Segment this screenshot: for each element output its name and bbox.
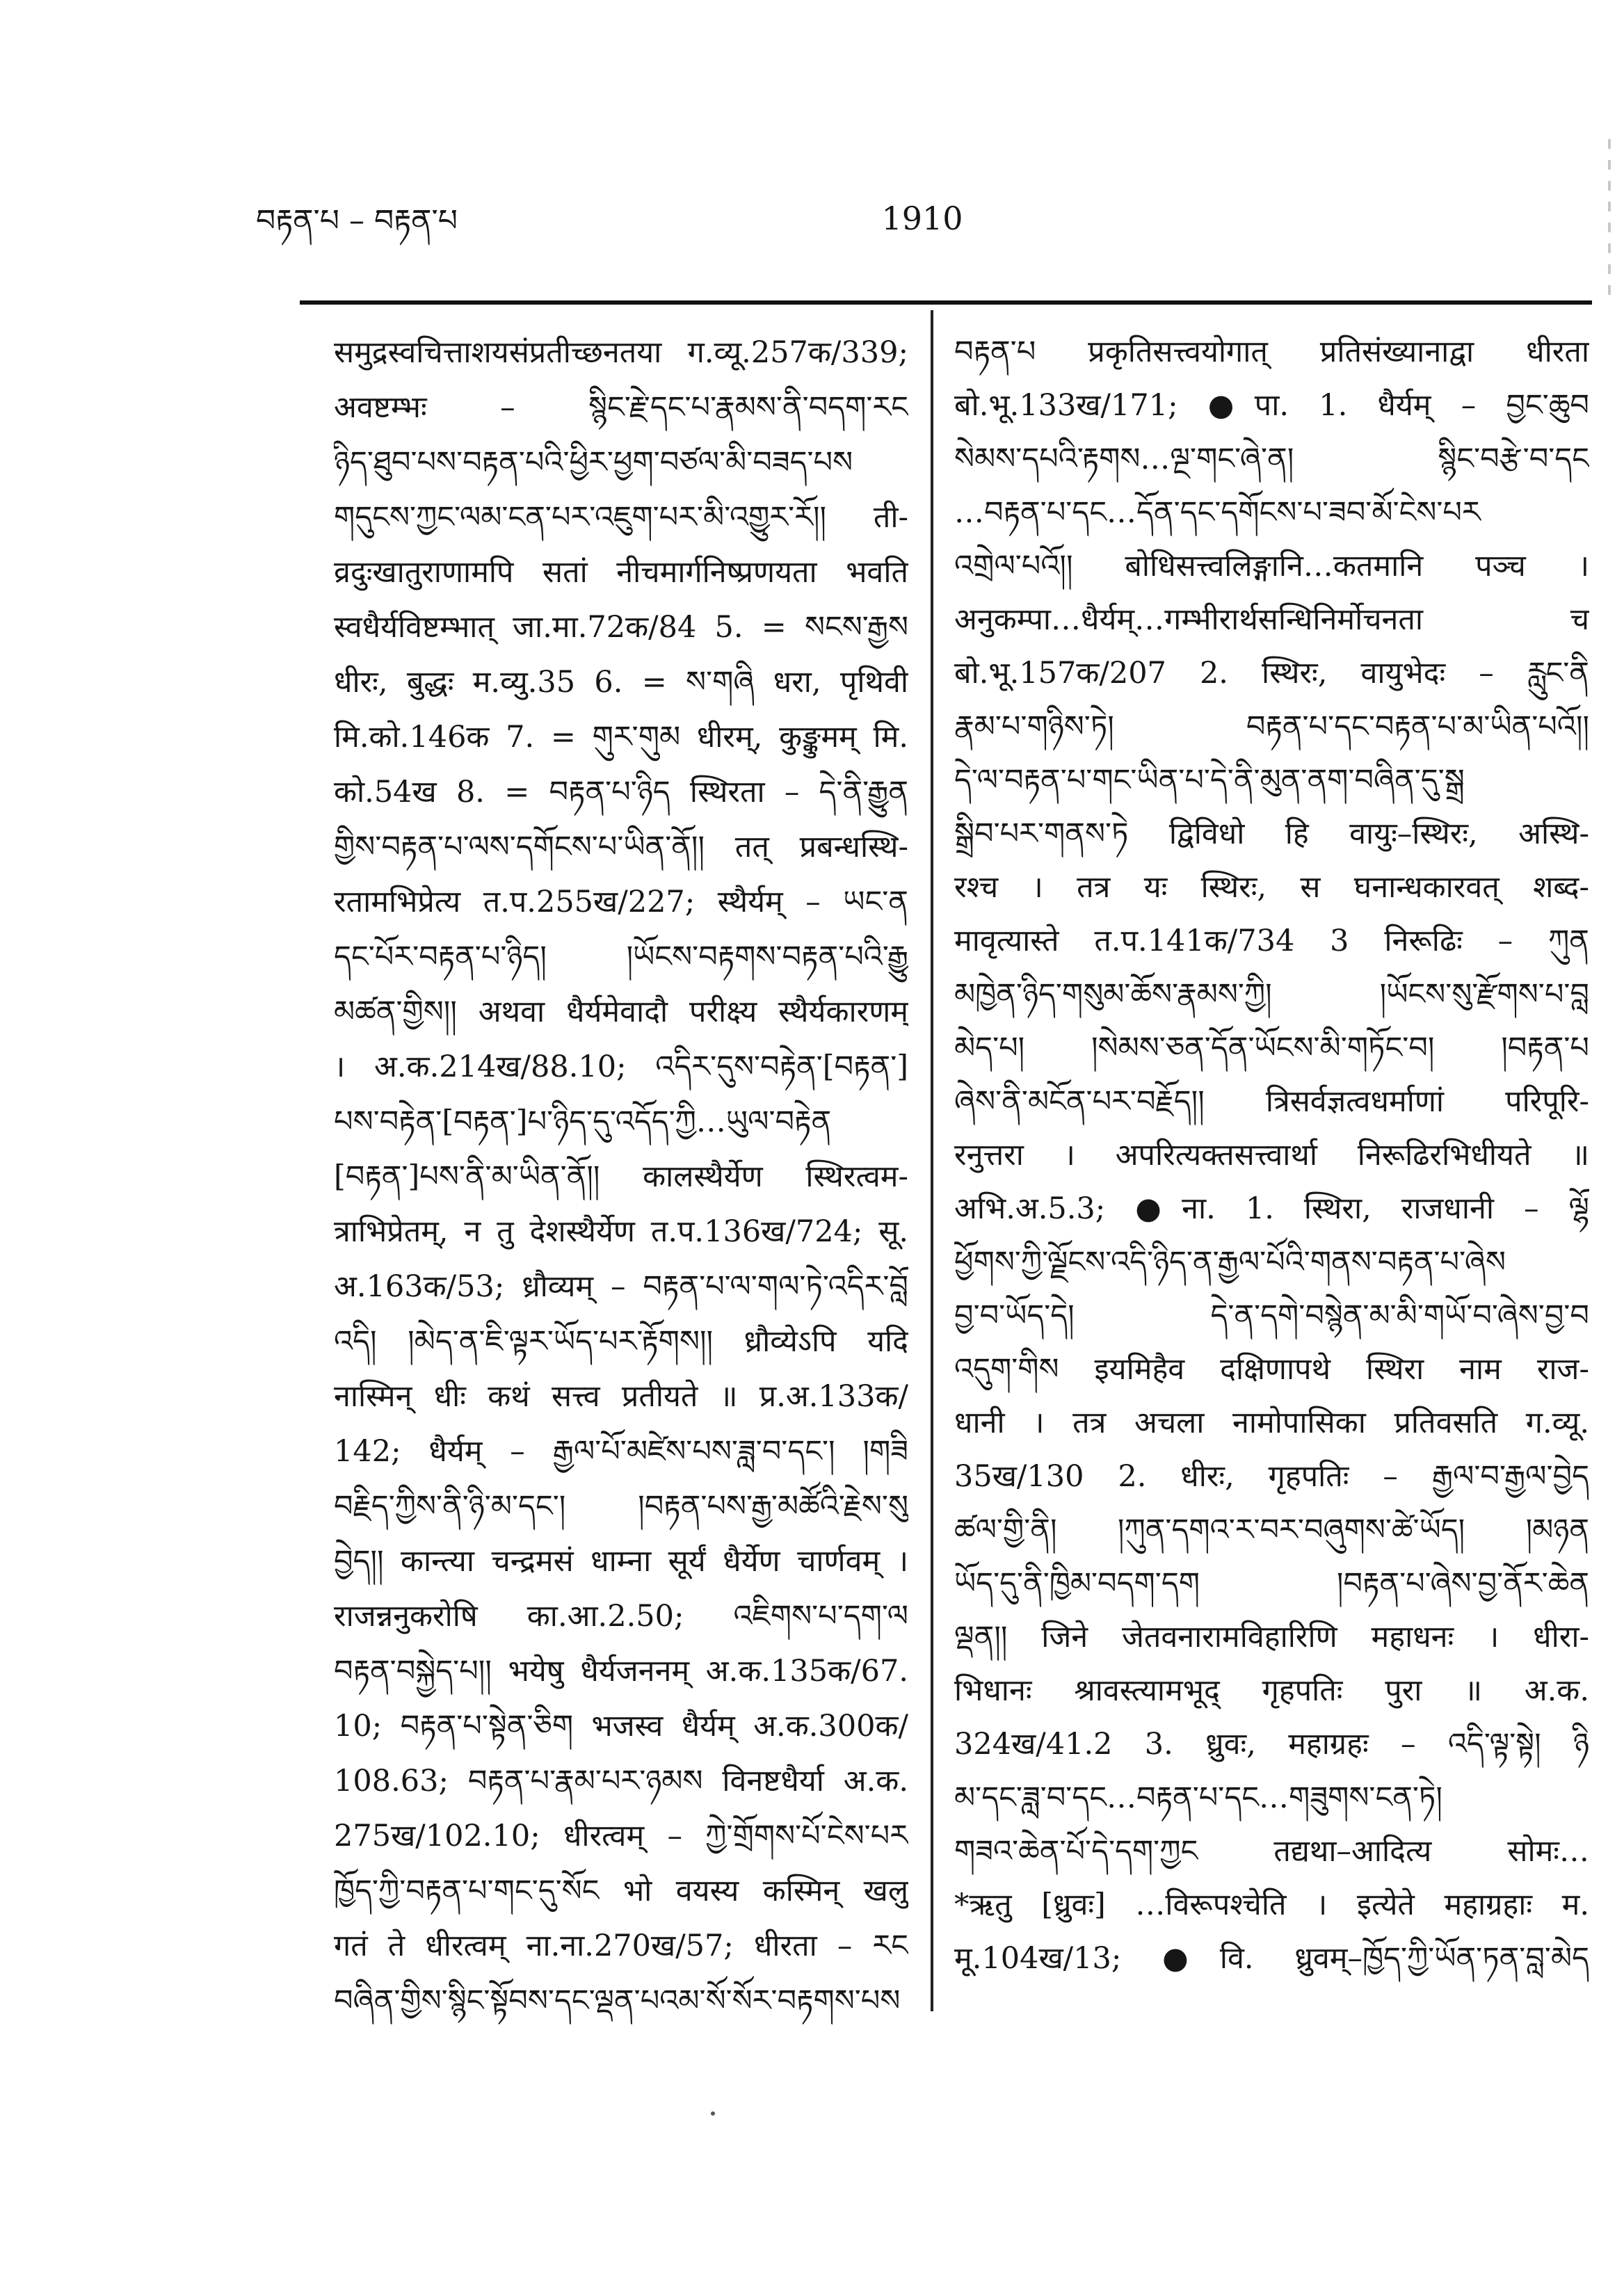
- left-column-line: 142; धैर्यम् – རྒྱལ་པོ་མཛེས་པས་ཟླ་བ་དང་། །གཟི: [334, 1434, 908, 1469]
- right-column-line: मू.104ख/13; ●वि. ध्रुवम्–ཁྱོད་ཀྱི་ཡོན་ཏན་བླ་མེད: [954, 1941, 1589, 1976]
- page-number: 1910: [881, 200, 963, 237]
- left-column-line: को.54ख 8. = བརྟན་པ་ཉིད स्थिरता – དེ་ནི་རྒྱུན: [334, 775, 908, 810]
- left-column-line: गतं ते धीरत्वम् ना.ना.270ख/57; धीरता – རང: [334, 1929, 908, 1963]
- left-column-line: राजन्ननुकरोषि का.आ.2.50; འཇིགས་པ་དག་ལ: [334, 1599, 908, 1634]
- right-column-line: ཕྱོགས་ཀྱི་ལྗོངས་འདི་ཉིད་ན་རྒྱལ་པོའི་གནས་བརྟན་པ་ཞེས: [954, 1245, 1506, 1280]
- right-column-line: མཁྱེན་ཉིད་གསུམ་ཆོས་རྣམས་ཀྱི། །ཡོངས་སུ་རྫོགས་པ་བླ: [954, 977, 1589, 1012]
- left-column-line: 10; བརྟན་པ་སྟེན་ཅིག भजस्व धैर्यम् अ.क.300क/: [334, 1709, 908, 1744]
- right-column-line: དེ་ལ་བརྟན་པ་གང་ཡིན་པ་དེ་ནི་མུན་ནག་བཞིན་དུ་སྒྲ: [954, 763, 1465, 798]
- left-column-line: अ.163क/53; ध्रौव्यम् – བརྟན་པ་ལ་གལ་ཏེ་འདིར་བློ: [334, 1269, 908, 1304]
- right-column-line: रश्च । तत्र यः स्थिरः, स घनान्धकारवत् शब्द-: [954, 870, 1589, 905]
- left-column-line: བྱེད།། कान्त्या चन्द्रमसं धाम्ना सूर्यं धैर्येण चार्णवम् ।: [334, 1544, 908, 1579]
- right-column-line: 35ख/130 2. धीरः, गृहपतिः – རྒྱལ་བ་རྒྱལ་བྱེད: [954, 1459, 1589, 1494]
- left-column-line: स्वधैर्यविष्टम्भात् जा.मा.72क/84 5. = སངས་རྒྱས: [334, 610, 908, 645]
- right-column-line: བྱ་བ་ཡོད་དེ། དེ་ན་དགེ་བསྙེན་མ་མི་གཡོ་བ་ཞེས་བྱ་བ: [954, 1298, 1589, 1333]
- left-column-line: अवष्टम्भः – སྙིང་རྗེ་དང་པ་རྣམས་ནི་བདག་རང: [334, 390, 908, 425]
- left-column-line: त्राभिप्रेतम्, न तु देशस्थैर्येण त.प.136ख/724; सू.: [334, 1214, 908, 1249]
- right-column-line: *ऋतु [ध्रुवः] …विरूपश्चेति । इत्येते महाग्रहाः म.: [954, 1887, 1589, 1922]
- left-column-line: 275ख/102.10; धीरत्वम् – ཀྱེ་གྲོགས་པོ་ངེས་པར: [334, 1819, 908, 1853]
- right-column-line: ལྡན།། जिने जेतवनारामविहारिणि महाधनः । धीरा-: [954, 1620, 1589, 1655]
- left-column-line: ཁྱོད་ཀྱི་བརྟན་པ་གང་དུ་སོང भो वयस्य कस्मिन् खलु: [334, 1874, 908, 1908]
- left-column-line: नास्मिन् धीः कथं सत्त्व प्रतीयते ॥ प्र.अ.133क/: [334, 1379, 908, 1414]
- right-column-line: མེད་པ། །སེམས་ཅན་དོན་ཡོངས་མི་གཏོང་བ། །བརྟན་པ: [954, 1031, 1589, 1065]
- left-column-line: བཞིན་གྱིས་སྙིང་སྟོབས་དང་ལྡན་པའམ་སོ་སོར་བརྟགས་པས: [334, 1983, 901, 2018]
- right-column-line: རྣམ་པ་གཉིས་ཏེ། བརྟན་པ་དང་བརྟན་པ་མ་ཡིན་པའོ།།: [954, 709, 1589, 744]
- header-rule: [300, 300, 1592, 305]
- right-column-line: སྒྲིབ་པར་གནས་ཏེ द्विविधो हि वायुः–स्थिरः, अस्थि-: [954, 816, 1589, 851]
- right-column-line: रनुत्तरा । अपरित्यक्तसत्त्वार्था निरूढिरभिधीयते ॥: [954, 1138, 1589, 1173]
- scan-speck: [711, 2111, 715, 2116]
- left-column-line: ཉིད་ཐུབ་པས་བརྟན་པའི་ཕྱིར་ཕྱག་བཙལ་མི་བཟད་པས: [334, 445, 853, 480]
- left-column-line: रतामभिप्रेत्य त.प.255ख/227; स्थैर्यम् – ཡང་ན: [334, 885, 908, 919]
- headword-range: བརྟན་པ – བརྟན་པ: [256, 203, 458, 239]
- right-column-line: भिधानः श्रावस्त्यामभूद् गृहपतिः पुरा ॥ अ.क.: [954, 1673, 1589, 1708]
- right-column-line: འདུག་གིས इयमिहैव दक्षिणापथे स्थिरा नाम राज-: [954, 1352, 1589, 1387]
- right-column-line: ཡོད་དུ་ནི་ཁྱིམ་བདག་དག །བརྟན་པ་ཞེས་བྱ་ནོར་ཆེན: [954, 1566, 1589, 1601]
- left-column: [334, 325, 908, 2029]
- right-column-line: बो.भू.157क/207 2. स्थिरः, वायुभेदः – རླུང་ནི: [954, 656, 1589, 691]
- right-column-line: གཟའ་ཆེན་པོ་དེ་དག་ཀྱང तद्यथा–आदित्य सोमः…: [954, 1834, 1589, 1869]
- column-divider: [931, 310, 933, 2011]
- right-column-line: …བརྟན་པ་དང…དོན་དང་དགོངས་པ་ཟབ་མོ་ངེས་པར: [954, 495, 1481, 530]
- right-column-line: अनुकम्पा…धैर्यम्…गम्भीरार्थसन्धिनिर्मोचनता च: [954, 602, 1589, 637]
- right-column-line: मावृत्यास्ते त.प.141क/734 3 निरूढिः – ཀུན: [954, 924, 1589, 958]
- right-column-line: ཞེས་ནི་མངོན་པར་བརྗོད།། त्रिसर्वज्ञत्वधर्माणां परिपूरि-: [954, 1084, 1589, 1119]
- left-column-line: བརྟན་བསྐྱེད་པ།། भयेषु धैर्यजननम् अ.क.135क/67.: [334, 1654, 908, 1689]
- right-column: [954, 325, 1589, 1986]
- left-column-line: གྱིས་བརྟན་པ་ལས་དགོངས་པ་ཡིན་ནོ།། तत् प्रबन्धस्थि-: [334, 830, 908, 864]
- right-column-line: སེམས་དཔའི་རྟགས…ལྔ་གང་ཞེ་ན། སྙིང་བརྩེ་བ་དང: [954, 442, 1589, 476]
- right-column-line: धानी । तत्र अचला नामोपासिका प्रतिवसति ग.व्यू.: [954, 1406, 1589, 1440]
- right-column-line: བརྟན་པ प्रकृतिसत्त्वयोगात् प्रतिसंख्यानाद्वा धीरता: [954, 335, 1589, 369]
- left-column-line: व्रदुःखातुराणामपि सतां नीचमार्गनिष्प्रणयता भवति: [334, 555, 908, 590]
- left-column-line: 108.63; བརྟན་པ་རྣམ་པར་ཉམས विनष्टधैर्या अ.क.: [334, 1764, 908, 1798]
- left-column-line: བརྗིད་ཀྱིས་ནི་ཉི་མ་དང་། །བརྟན་པས་རྒྱ་མཚོའི་རྗེས་སུ: [334, 1489, 908, 1524]
- right-column-line: ཚལ་གྱི་ནི། །ཀུན་དགའ་ར་བར་བཞུགས་ཚེ་ཡོད། །མཉན: [954, 1513, 1589, 1547]
- left-column-line: [བརྟན་]པས་ནི་མ་ཡིན་ནོ།། कालस्थैर्येण स्थिरत्वम-: [334, 1159, 908, 1194]
- left-column-line: धीरः, बुद्धः म.व्यु.35 6. = ས་གཞི धरा, पृथिवी: [334, 665, 908, 700]
- right-column-line: अभि.अ.5.3; ●ना. 1. स्थिरा, राजधानी – ལྷོ: [954, 1191, 1589, 1226]
- right-column-line: बो.भू.133ख/171; ●पा. 1. धैर्यम् – བྱང་ཆུབ: [954, 388, 1589, 423]
- left-column-line: དང་པོར་བརྟན་པ་ཉིད། །ཡོངས་བརྟགས་བརྟན་པའི་རྒྱུ: [334, 940, 908, 974]
- left-column-line: མཚན་གྱིས།། अथवा धैर्यमेवादौ परीक्ष्य स्थैर्यकारणम्: [334, 995, 908, 1029]
- left-column-line: འདི། །མེད་ན་ཇི་ལྟར་ཡོད་པར་རྟོགས།། ध्रौव्येऽपि यदि: [334, 1324, 908, 1359]
- left-column-line: པས་བརྟེན་[བརྟན་]པ་ཉིད་དུ་འདོད་ཀྱི…ཡུལ་བརྟེན: [334, 1104, 832, 1139]
- left-column-line: । अ.क.214ख/88.10; འདིར་དུས་བརྟེན་[བརྟན་]: [334, 1049, 908, 1084]
- right-column-line: མ་དང་ཟླ་བ་དང…བརྟན་པ་དང…གཟུགས་ངན་ཏེ།: [954, 1780, 1442, 1815]
- scan-edge-marks: [1608, 139, 1611, 306]
- left-column-line: मि.को.146क 7. = གུར་གུམ धीरम्, कुङ्कुमम् मि.: [334, 720, 908, 755]
- right-column-line: འགྲེལ་པའོ།། बोधिसत्त्वलिङ्गानि…कतमानि पञ्च ।: [954, 549, 1589, 583]
- left-column-line: समुद्रस्वचित्ताशयसंप्रतीच्छनतया ग.व्यू.257क/339;: [334, 335, 908, 370]
- left-column-line: གདུངས་ཀྱང་ལམ་ངན་པར་འཇུག་པར་མི་འགྱུར་རོ།། ती-: [334, 500, 908, 535]
- right-column-line: 324ख/41.2 3. ध्रुवः, महाग्रहः – འདི་ལྟ་སྟེ། ཉི: [954, 1727, 1589, 1762]
